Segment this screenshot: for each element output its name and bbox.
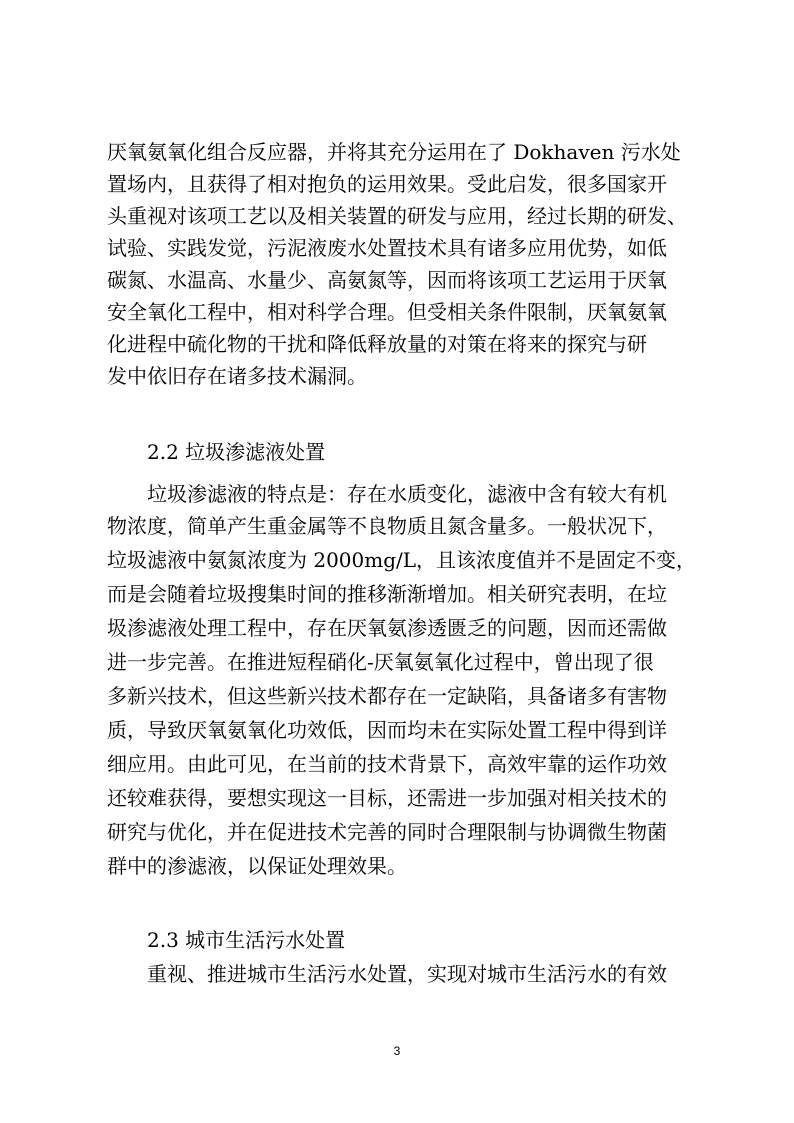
- paragraph-line: 还较难获得，要想实现这一目标，还需进一步加强对相关技术的: [107, 786, 667, 810]
- paragraph-line: 群中的渗滤液，以保证处理效果。: [107, 854, 407, 878]
- paragraph-line: 发中依旧存在诸多技术漏洞。: [107, 364, 367, 388]
- paragraph-line: 质，导致厌氧氨氧化功效低，因而均未在实际处置工程中得到详: [107, 718, 667, 742]
- paragraph-line: 碳氮、水温高、水量少、高氨氮等，因而将该项工艺运用于厌氧: [107, 268, 667, 292]
- paragraph-line: 多新兴技术，但这些新兴技术都存在一定缺陷，具备诸多有害物: [107, 684, 667, 708]
- paragraph-line: 安全氧化工程中，相对科学合理。但受相关条件限制，厌氧氨氧: [107, 300, 667, 324]
- paragraph-line: 细应用。由此可见，在当前的技术背景下，高效牢靠的运作功效: [107, 752, 667, 776]
- paragraph-line: 头重视对该项工艺以及相关装置的研发与应用，经过长期的研发、: [107, 204, 687, 228]
- paragraph-line: 进一步完善。在推进短程硝化-厌氧氨氧化过程中，曾出现了很: [107, 650, 654, 674]
- paragraph-line: 置场内，且获得了相对抱负的运用效果。受此启发，很多国家开: [107, 172, 667, 196]
- paragraph-line: 研究与优化，并在促进技术完善的同时合理限制与协调微生物菌: [107, 820, 667, 844]
- section-heading-2-2: 2.2 垃圾渗滤液处置: [147, 440, 326, 464]
- paragraph-line: 物浓度，简单产生重金属等不良物质且氮含量多。一般状况下，: [107, 514, 667, 538]
- paragraph-line: 化进程中硫化物的干扰和降低释放量的对策在将来的探究与研: [107, 332, 647, 356]
- paragraph-line: 重视、推进城市生活污水处置，实现对城市生活污水的有效: [147, 962, 667, 986]
- paragraph-line: 垃圾滤液中氨氮浓度为 2000mg/L，且该浓度值并不是固定不变，: [107, 548, 697, 572]
- section-heading-2-3: 2.3 城市生活污水处置: [147, 928, 346, 952]
- page-number: 3: [393, 1044, 401, 1058]
- paragraph-line: 而是会随着垃圾搜集时间的推移渐渐增加。相关研究表明，在垃: [107, 582, 667, 606]
- paragraph-line: 试验、实践发觉，污泥液废水处置技术具有诸多应用优势，如低: [107, 236, 667, 260]
- paragraph-line: 厌氧氨氧化组合反应器，并将其充分运用在了 Dokhaven 污水处: [107, 140, 681, 164]
- paragraph-line: 圾渗滤液处理工程中，存在厌氧氨渗透匮乏的问题，因而还需做: [107, 616, 667, 640]
- paragraph-line: 垃圾渗滤液的特点是：存在水质变化，滤液中含有较大有机: [147, 482, 667, 506]
